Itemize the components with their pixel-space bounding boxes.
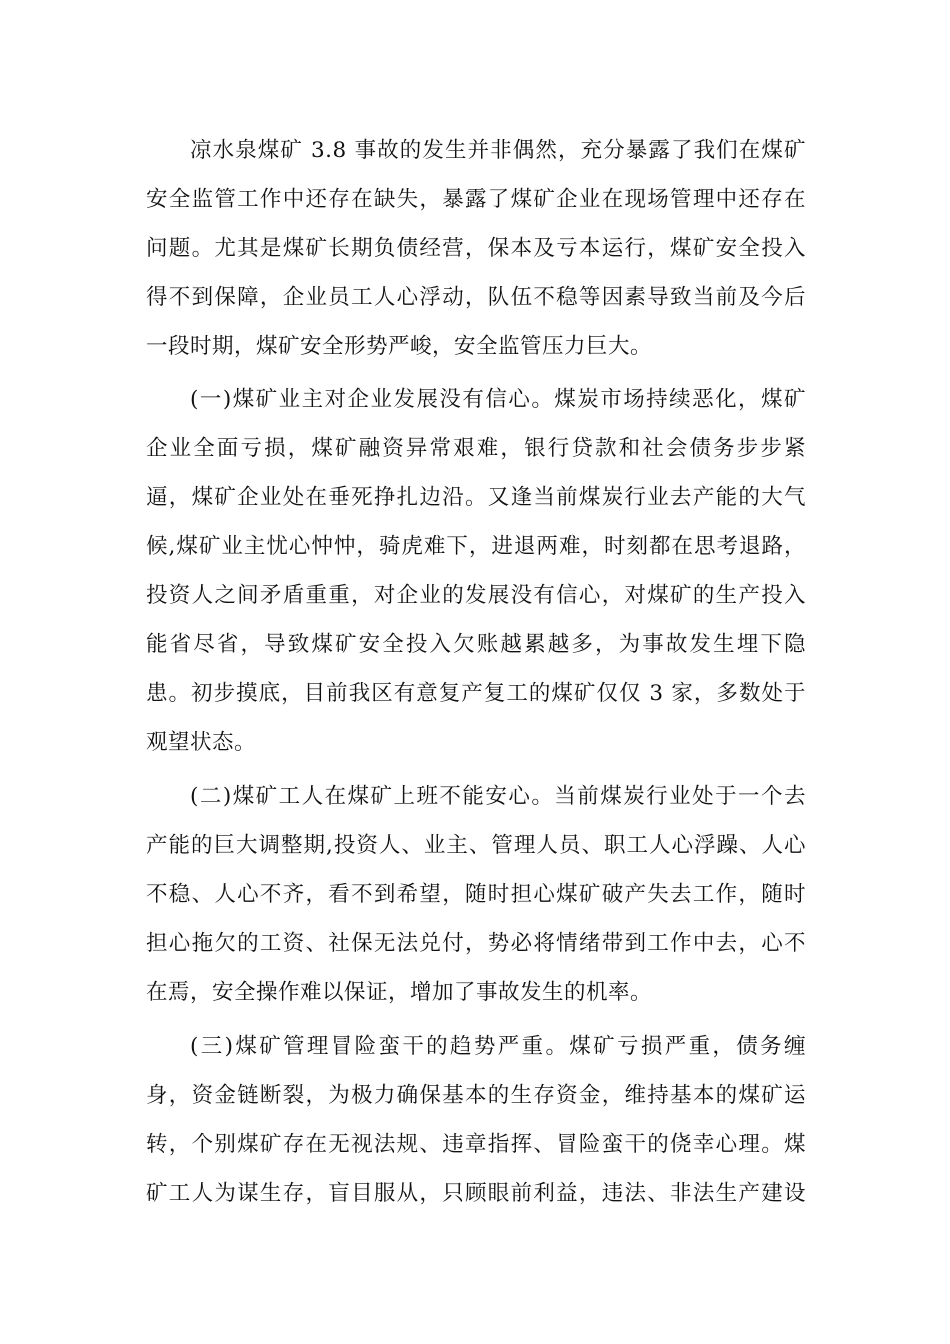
paragraph-2-line-8: 观望状态。	[146, 730, 257, 755]
paragraph-1-line-1: 凉水泉煤矿 3.8 事故的发生并非偶然，充分暴露了我们在煤矿	[190, 138, 806, 163]
paragraph-1-line-4: 得不到保障，企业员工人心浮动，队伍不稳等因素导致当前及今后	[146, 285, 806, 310]
paragraph-3-line-3: 不稳、人心不齐，看不到希望，随时担心煤矿破产失去工作，随时	[146, 882, 806, 907]
paragraph-2-line-3: 逼，煤矿企业处在垂死挣扎边沿。又逢当前煤炭行业去产能的大气	[146, 485, 806, 510]
paragraph-1-line-5: 一段时期，煤矿安全形势严峻，安全监管压力巨大。	[146, 334, 653, 359]
paragraph-1-line-2: 安全监管工作中还存在缺失，暴露了煤矿企业在现场管理中还存在	[146, 187, 806, 212]
paragraph-3-line-4: 担心拖欠的工资、社保无法兑付，势必将情绪带到工作中去，心不	[146, 931, 806, 956]
paragraph-2-line-6: 能省尽省，导致煤矿安全投入欠账越累越多，为事故发生埋下隐	[146, 632, 806, 657]
paragraph-3-line-5: 在焉，安全操作难以保证，增加了事故发生的机率。	[146, 980, 653, 1005]
paragraph-2-line-2: 企业全面亏损，煤矿融资异常艰难，银行贷款和社会债务步步紧	[146, 436, 806, 461]
paragraph-4-line-4: 矿工人为谋生存，盲目服从，只顾眼前利益，违法、非法生产建设	[146, 1181, 806, 1206]
paragraph-3-line-2: 产能的巨大调整期,投资人、业主、管理人员、职工人心浮躁、人心	[146, 833, 806, 858]
paragraph-3-line-1: (二)煤矿工人在煤矿上班不能安心。当前煤炭行业处于一个去	[190, 784, 806, 809]
paragraph-4-line-1: (三)煤矿管理冒险蛮干的趋势严重。煤矿亏损严重，债务缠	[190, 1034, 806, 1059]
paragraph-1-line-3: 问题。尤其是煤矿长期负债经营，保本及亏本运行，煤矿安全投入	[146, 236, 806, 261]
paragraph-4-line-3: 转，个别煤矿存在无视法规、违章指挥、冒险蛮干的侥幸心理。煤	[146, 1132, 806, 1157]
paragraph-2-line-5: 投资人之间矛盾重重，对企业的发展没有信心，对煤矿的生产投入	[146, 583, 806, 608]
paragraph-4-line-2: 身，资金链断裂，为极力确保基本的生存资金，维持基本的煤矿运	[146, 1083, 806, 1108]
paragraph-2-line-1: (一)煤矿业主对企业发展没有信心。煤炭市场持续恶化，煤矿	[190, 387, 806, 412]
paragraph-2-line-4: 候,煤矿业主忧心忡忡，骑虎难下，进退两难，时刻都在思考退路，	[146, 534, 806, 559]
paragraph-2-line-7: 患。初步摸底，目前我区有意复产复工的煤矿仅仅 3 家，多数处于	[146, 681, 806, 706]
